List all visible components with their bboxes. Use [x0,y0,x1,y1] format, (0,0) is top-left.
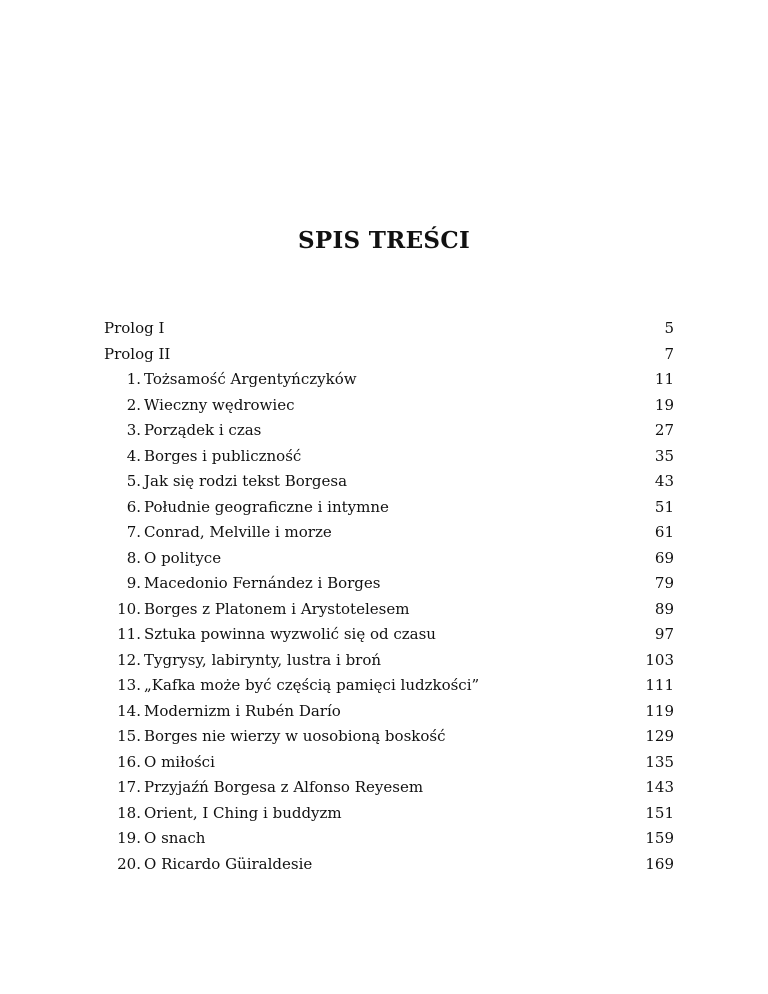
toc-entry-page-number: 119 [645,701,674,720]
toc-entry-page-number: 51 [654,497,674,516]
toc-entry-page-number: 69 [654,548,674,567]
toc-entry-number: 1. [126,370,141,388]
toc-entry-title: O miłości [144,752,215,771]
toc-entry-page-number: 103 [645,650,674,669]
toc-entry [104,469,674,495]
toc-entry-title: Prolog I [104,319,165,337]
toc-entry-title: Orient, I Ching i buddyzm [144,803,342,822]
toc-entry-number: 9. [126,574,141,592]
toc-entry-number: 4. [126,446,141,465]
toc-entry-number: 3. [126,421,141,439]
toc-entry-page-number: 79 [654,574,674,592]
toc-entry [104,775,674,801]
toc-entry-title: „Kafka może być częścią pamięci ludzkości” [144,676,480,694]
toc-entry-title: Borges nie wierzy w uosobioną boskość [144,727,446,745]
toc-entry [104,520,674,546]
toc-entry-page-number: 129 [645,727,674,745]
toc-entry [104,316,674,342]
toc-entry [104,571,674,597]
toc-entry-page-number: 5 [664,319,674,337]
toc-entry-page-number: 11 [654,370,674,388]
toc-entry-number: 7. [126,523,141,541]
toc-entry [104,724,674,750]
toc-entry-page-number: 135 [645,752,674,771]
toc-entry-number: 10. [117,599,141,618]
toc-entry [104,393,674,419]
toc-entry-title: Borges i publiczność [144,446,302,465]
toc-entry [104,597,674,623]
toc-entry [104,495,674,521]
toc-entry-number: 16. [117,752,141,771]
toc-entry-number: 2. [126,395,141,414]
toc-entry-page-number: 151 [645,803,674,822]
toc-entry-page-number: 159 [645,829,674,847]
toc-entry-page-number: 89 [654,599,674,618]
toc-entry-title: Prolog II [104,344,171,363]
toc-entry-page-number: 111 [645,676,674,694]
toc-entry-number: 11. [117,625,141,643]
toc-entry [104,342,674,368]
toc-entry [104,801,674,827]
toc-entry-title: Tygrysy, labirynty, lustra i broń [144,650,382,669]
toc-entry-page-number: 169 [645,854,674,873]
toc-entry-title: Wieczny wędrowiec [144,395,295,414]
toc-entry-title: Jak się rodzi tekst Borgesa [144,472,348,490]
toc-entry-title: Borges z Platonem i Arystotelesem [144,599,410,618]
toc-entry-number: 12. [117,650,141,669]
toc-entry-page-number: 97 [654,625,674,643]
toc-entry-page-number: 61 [654,523,674,541]
toc-entry [104,622,674,648]
toc-entry-number: 5. [126,472,141,490]
toc-entry-number: 6. [126,497,141,516]
toc-entry-page-number: 35 [654,446,674,465]
toc-entry-page-number: 43 [654,472,674,490]
toc-entry [104,546,674,572]
toc-entry-title: Sztuka powinna wyzwolić się od czasu [144,625,436,643]
toc-entry-page-number: 7 [664,344,674,363]
toc-entry-title: Tożsamość Argentyńczyków [144,370,357,388]
toc-entry [104,648,674,674]
toc-entry-title: Porządek i czas [144,421,262,439]
toc-entry-title: O snach [144,829,206,847]
toc-entry-title: O polityce [144,548,222,567]
toc-entry-number: 8. [126,548,141,567]
toc-entry [104,826,674,852]
toc-entry [104,699,674,725]
toc-entry-page-number: 143 [645,778,674,796]
toc-entry-title: Macedonio Fernández i Borges [144,574,381,592]
page-title: SPIS TREŚCI [297,227,470,254]
toc-entry-number: 13. [117,676,141,694]
toc-entry [104,367,674,393]
toc-entry-title: Conrad, Melville i morze [144,523,332,541]
table-of-contents [104,316,674,877]
toc-entry [104,750,674,776]
toc-entry-number: 18. [117,803,141,822]
toc-entry-number: 15. [117,727,141,745]
toc-entry-title: Przyjaźń Borgesa z Alfonso Reyesem [144,778,424,796]
toc-entry-number: 19. [117,829,141,847]
toc-entry-page-number: 27 [654,421,674,439]
toc-entry-number: 20. [117,854,141,873]
toc-entry [104,673,674,699]
toc-entry-page-number: 19 [654,395,674,414]
toc-entry [104,444,674,470]
toc-entry [104,418,674,444]
toc-entry [104,852,674,878]
toc-entry-title: Południe geograficzne i intymne [144,497,389,516]
toc-entry-title: O Ricardo Güiraldesie [144,854,313,873]
toc-entry-title: Modernizm i Rubén Darío [144,701,341,720]
toc-entry-number: 14. [117,701,141,720]
toc-entry-number: 17. [117,778,141,796]
